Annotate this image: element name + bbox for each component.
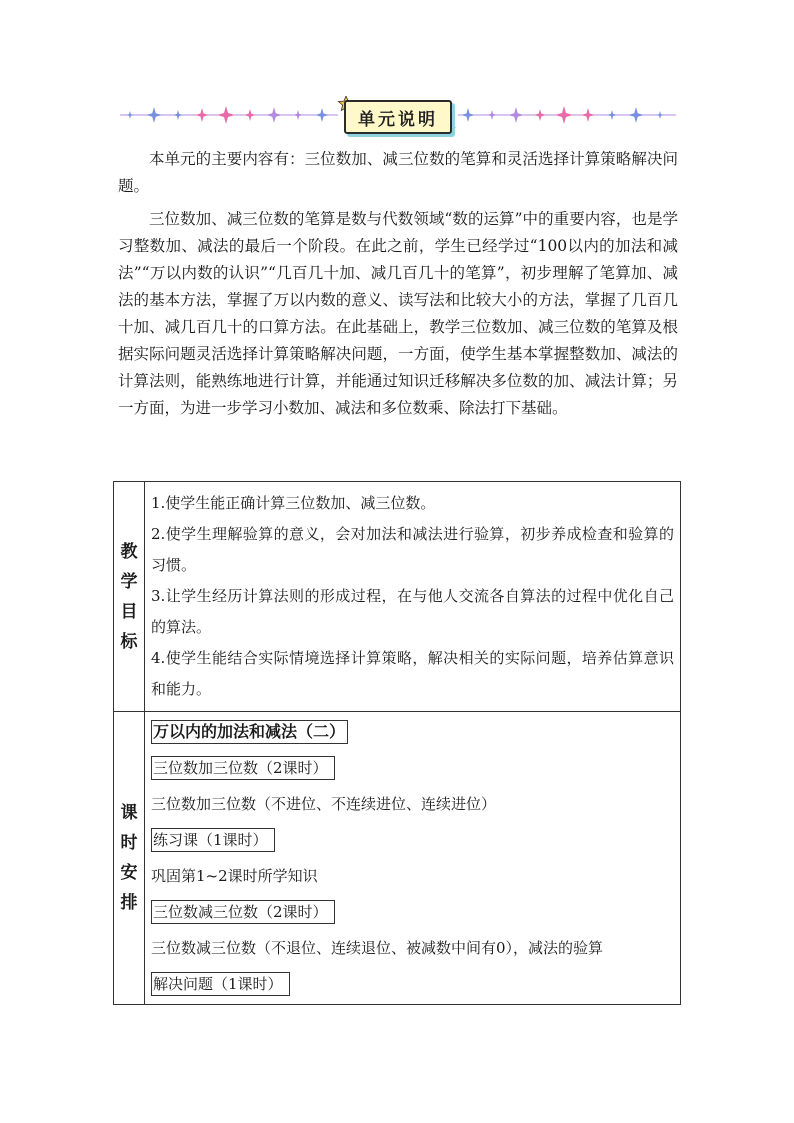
sparkle-icon bbox=[266, 107, 282, 123]
unit-plan-table bbox=[113, 481, 681, 1005]
goals-label-char: 标 bbox=[120, 631, 138, 652]
goals-row bbox=[114, 482, 681, 712]
intro-paragraph-1: 本单元的主要内容有：三位数加、减三位数的笔算和灵活选择计算策略解决问题。 bbox=[118, 150, 678, 195]
sparkle-icon bbox=[173, 110, 183, 120]
sparkle-icon bbox=[195, 108, 209, 122]
sparkle-icon bbox=[146, 107, 162, 123]
goals-content bbox=[145, 482, 681, 712]
goal-item: 2.使学生理解验算的意义，会对加法和减法进行验算，初步养成检查和验算的习惯。 bbox=[151, 525, 674, 574]
lesson-desc: 三位数加三位数（不进位、不连续进位、连续进位） bbox=[151, 795, 497, 813]
goals-label bbox=[114, 482, 145, 712]
sparkle-icon bbox=[244, 109, 256, 121]
sparkle-icon bbox=[461, 108, 475, 122]
sparkle-icon bbox=[217, 106, 235, 124]
unit-banner bbox=[118, 96, 678, 136]
lesson-desc: 巩固第1~2课时所学知识 bbox=[151, 867, 318, 885]
goals-label-char: 教 bbox=[120, 541, 138, 562]
sparkle-icon bbox=[628, 107, 644, 123]
sparkle-icon bbox=[656, 111, 664, 119]
schedule-label-char: 课 bbox=[120, 803, 138, 823]
unit-title: 万以内的加法和减法（二） bbox=[151, 720, 348, 744]
goal-item: 4.使学生能结合实际情境选择计算策略，解决相关的实际问题，培养估算意识和能力。 bbox=[151, 649, 674, 698]
sparkle-icon bbox=[555, 106, 573, 124]
lesson-desc: 三位数减三位数（不退位、连续退位、被减数中间有0），减法的验算 bbox=[151, 939, 604, 957]
sparkle-icon bbox=[315, 108, 329, 122]
schedule-row bbox=[114, 712, 681, 1005]
sparkle-icon bbox=[581, 108, 595, 122]
banner-title-badge bbox=[344, 100, 452, 134]
intro-paragraph-2: 三位数加、减三位数的笔算是数与代数领域“数的运算”中的重要内容，也是学习整数加、减法的最后一个阶段。在此之前，学生已经学过“100以内的加法和减法”“万以内数的认识”“几百几十加、减几百几十的笔算”，初步理解了笔算加、减法的基本方法，掌握了万以内数的意义、读写法和比较大小的方法，掌握了几百几十加、减几百几十的口算方法。在此基础上，教学三位数加、减三位数的笔算及根据实际问题灵活选择计算策略解决问题，一方面，使学生基本掌握整数加、减法的计算法则，能熟练地进行计算，并能通过知识迁移解决多位数的加、减法计算；另一方面，为进一步学习小数加、减法和多位数乘、除法打下基础。 bbox=[118, 210, 678, 417]
lesson-name: 解决问题（1课时） bbox=[151, 972, 290, 996]
schedule-label-char: 安 bbox=[120, 863, 138, 883]
banner-title: 单元说明 bbox=[358, 109, 438, 130]
schedule-content bbox=[145, 712, 681, 1005]
sparkle-icon bbox=[487, 110, 497, 120]
sparkle-icon bbox=[293, 110, 303, 120]
schedule-label bbox=[114, 712, 145, 1005]
lesson-name: 三位数减三位数（2课时） bbox=[151, 900, 335, 924]
sparkle-icon bbox=[534, 109, 546, 121]
lesson-name: 练习课（1课时） bbox=[151, 828, 275, 852]
sparkle-icon bbox=[126, 111, 134, 119]
sparkle-icon bbox=[508, 107, 524, 123]
goal-item: 3.让学生经历计算法则的形成过程，在与他人交流各自算法的过程中优化自己的算法。 bbox=[151, 587, 674, 636]
lesson-name: 三位数加三位数（2课时） bbox=[151, 756, 335, 780]
schedule-label-char: 时 bbox=[120, 833, 138, 853]
goals-label-char: 目 bbox=[120, 601, 138, 622]
goal-item: 1.使学生能正确计算三位数加、减三位数。 bbox=[151, 494, 436, 512]
schedule-label-char: 排 bbox=[120, 893, 138, 913]
sparkle-icon bbox=[607, 110, 617, 120]
goals-label-char: 学 bbox=[120, 571, 138, 592]
